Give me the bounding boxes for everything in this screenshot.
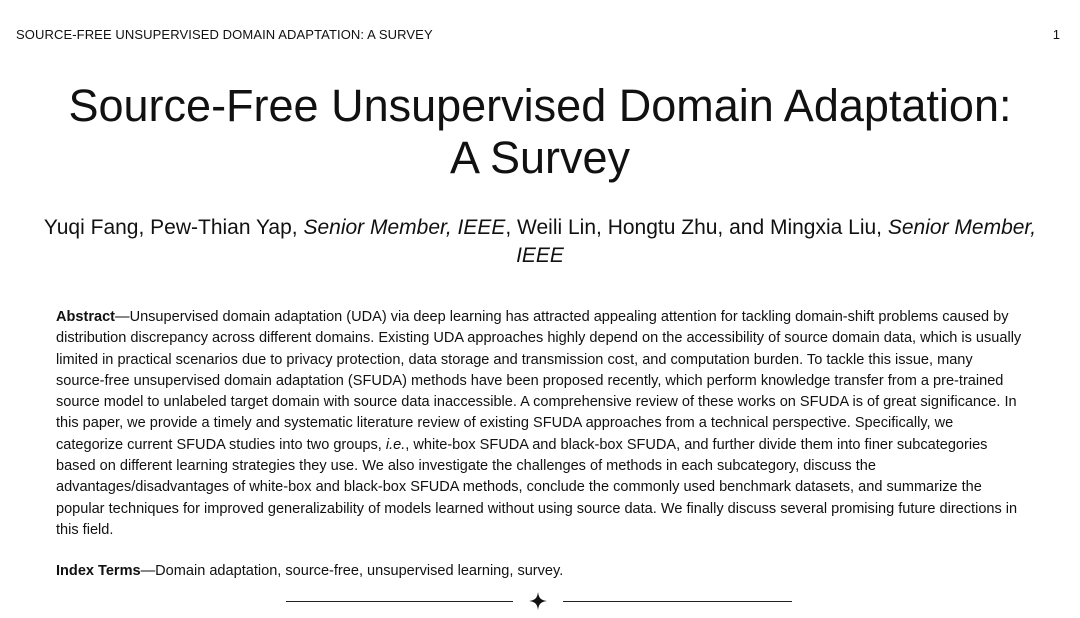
paper-title-line-1: Source-Free Unsupervised Domain Adaptation: <box>68 80 1012 131</box>
abstract-text-part-2: , white-box SFUDA and black-box SFUDA, and further divide them into finer subcategories based on different learning strategies they use. We also investigate the challenges of methods in each subcategory, discuss the advantages/disadvantages of white-box and black-box SFUDA methods, conclude the commonly used benchmark datasets, and summarize the popular techniques for improved generalizability of models learned without using source data. We finally discuss several promising future directions in this field. <box>56 436 1018 538</box>
running-header: SOURCE-FREE UNSUPERVISED DOMAIN ADAPTATION: A SURVEY <box>16 27 433 42</box>
author-affiliation-1: Senior Member, IEEE <box>303 216 506 239</box>
divider-line-right <box>563 601 792 602</box>
abstract-dash: — <box>115 309 130 325</box>
author-list <box>40 214 1040 270</box>
abstract-text-part-1: Unsupervised domain adaptation (UDA) via deep learning has attracted appealing attention for tackling domain-shift problems caused by distribution discrepancy across different domains. Existing UDA approaches highly depend on the accessibility of source domain data, which is usually limited in practical scenarios due to privacy protection, data storage and transmission cost, and computation burden. To tackle this issue, many source-free unsupervised domain adaptation (SFUDA) methods have been proposed recently, which perform knowledge transfer from a pre-trained source model to unlabeled target domain with source data inaccessible. A comprehensive review of these works on SFUDA is of great significance. In this paper, we provide a timely and systematic literature review of existing SFUDA approaches from a technical perspective. Specifically, we categorize current SFUDA studies into two groups, <box>56 309 1022 453</box>
four-point-star-diamond-icon <box>528 591 548 611</box>
paper-title-line-2: A Survey <box>449 132 631 183</box>
index-terms-text: Domain adaptation, source-free, unsupervised learning, survey. <box>155 563 564 579</box>
author-names-2: , Weili Lin, Hongtu Zhu, and Mingxia Liu, <box>505 216 888 239</box>
index-terms-dash: — <box>140 563 156 579</box>
divider-line-left <box>286 601 513 602</box>
abstract-ie: i.e. <box>385 436 406 453</box>
abstract-label: Abstract <box>56 309 116 325</box>
paper-title <box>0 80 1080 184</box>
page-number: 1 <box>1052 27 1060 42</box>
index-terms-label: Index Terms <box>56 563 141 579</box>
abstract-paragraph <box>56 307 1022 541</box>
author-names-1: Yuqi Fang, Pew-Thian Yap, <box>43 216 304 239</box>
author-affiliation-2: Senior Member, IEEE <box>516 216 1037 267</box>
index-terms <box>56 561 563 582</box>
